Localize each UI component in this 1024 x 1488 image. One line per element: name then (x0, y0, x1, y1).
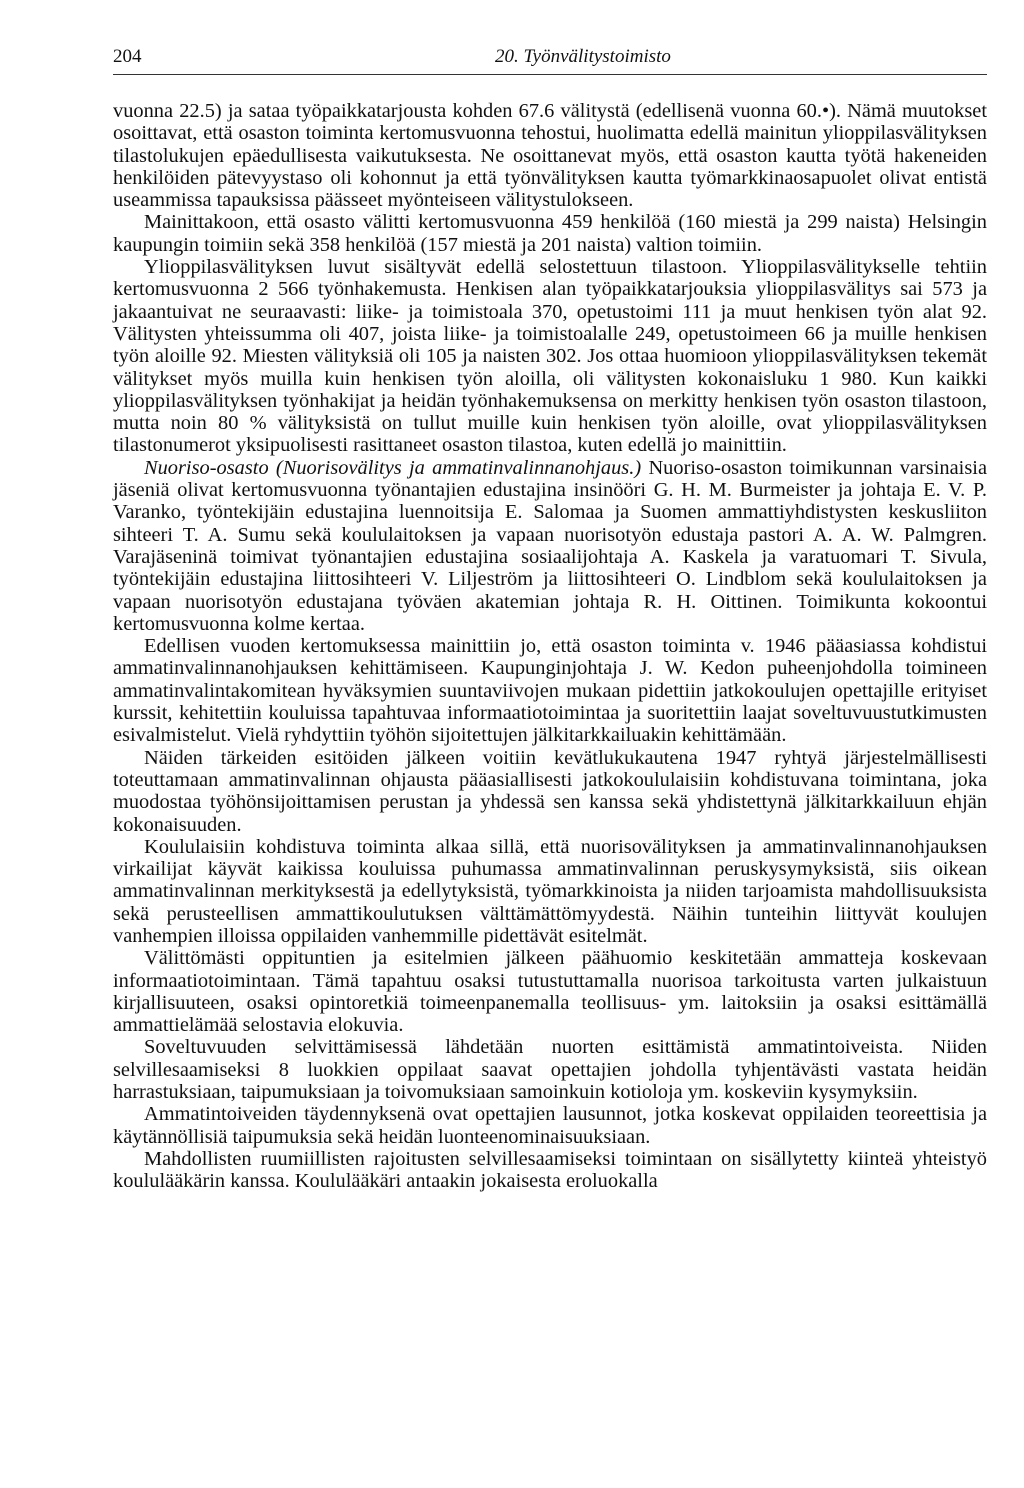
page-header (113, 40, 987, 75)
paragraph-11-text: Mahdollisten ruumiillisten rajoitusten selvillesaamiseksi toimintaan on sisällytetty kiinteä yhteistyö koululääkärin kanssa. Koululääkäri antaakin jokaisesta eroluokalla (113, 1147, 987, 1193)
paragraph-6-text: Näiden tärkeiden esitöiden jälkeen voitiin kevätlukukautena 1947 ryhtyä järjestelmällisesti toteuttamaan ammatinvalinnan ohjausta pääasiallisesti jatkokoululaisiin kohdistuvana toimintana, joka muodostaa työhönsijoittamisen perustan ja yhdessä sen kanssa sekä yhdistettynä jälkitarkkailuun ehjän kokonaisuuden. (113, 746, 987, 836)
paragraph-7 (113, 836, 987, 947)
paragraph-3-text: Ylioppilasvälityksen luvut sisältyvät edellä selostettuun tilastoon. Ylioppilasvälitykselle tehtiin kertomusvuonna 2 566 työnhakemusta. Henkisen alan työpaikkatarjouksia ylioppilasvälitys sai 573 ja jakaantuivat ne seuraavasti: liike- ja toimistoala 370, opetustoimi 111 ja muut henkisen työn alat 92. Välitysten yhteissumma oli 407, joista liike- ja toimistoalalle 249, opetustoimeen 66 ja muille henkisen työn aloille 92. Miesten välityksiä oli 105 ja naisten 302. Jos ottaa huomioon ylioppilasvälityksen tekemät välitykset myös muilla kuin henkisen työn aloilla, oli välitysten kokonaisluku 1 980. Kun kaikki ylioppilasvälityksen työnhakijat ja heidän työnhakemuksensa on merkitty henkisen työn osaston tilastoon, mutta noin 80 % välityksistä on tullut muille kuin henkisen työn aloille, ovat ylioppilasvälityksen tilastonumerot yksipuolisesti rasittaneet osaston tilastoa, kuten edellä jo mainittiin. (113, 256, 987, 457)
paragraph-4 (113, 457, 987, 635)
running-title: 20. Työnvälitystoimisto (495, 46, 671, 67)
paragraph-9 (113, 1036, 987, 1103)
paragraph-2-text: Mainittakoon, että osasto välitti kertomusvuonna 459 henkilöä (160 miestä ja 299 naista) Helsingin kaupungin toimiin sekä 358 henkilöä (157 miestä ja 201 naista) valtion toimiin. (113, 211, 987, 256)
paragraph-11 (113, 1148, 987, 1193)
paragraph-8-text: Välittömästi oppituntien ja esitelmien jälkeen päähuomio keskitetään ammatteja koskevaan informaatiotoimintaan. Tämä tapahtuu osaksi tutustuttamalla nuorisoa tarkoitusta varten julkaistuun kirjallisuuteen, osaksi opintoretkiä toimeenpanemalla teollisuus- ym. laitoksiin ja osaksi esittämällä ammattielämää selostavia elokuvia. (113, 947, 987, 1037)
paragraph-3 (113, 256, 987, 457)
paragraph-6 (113, 747, 987, 836)
paragraph-5-text: Edellisen vuoden kertomuksessa mainittiin jo, että osaston toiminta v. 1946 pääasiassa kohdistui ammatinvalinnanohjauksen kehittämiseen. Kaupunginjohtaja J. W. Kedon puheenjohdolla toimineen ammatinvalintakomitean hyväksymien suuntaviivojen mukaan pidettiin jatkokoulujen opettajille erityiset kurssit, kehitettiin kouluissa tapahtuvaa informaatiotoimintaa ja suoritettiin laajat soveltuvuustutkimusten esivalmistelut. Vielä ryhdyttiin työhön sijoitettujen jälkitarkkailuakin kehittämään. (113, 635, 987, 747)
paragraph-8 (113, 947, 987, 1036)
paragraph-7-text: Koululaisiin kohdistuva toiminta alkaa sillä, että nuorisovälityksen ja ammatinvalinnanohjauksen virkailijat käyvät kaikissa kouluissa puhumassa ammatinvalinnan peruskysymyksistä, siis oikean ammatinvalinnan merkityksestä ja edellytyksistä, työmarkkinoista ja niiden tarjoamista mahdollisuuksista sekä perusteellisen ammattikoulutuksen välttämättömyydestä. Näihin tunteihin liittyvät koulujen vanhempien illoissa oppilaiden vanhemmille pidettävät esitelmät. (113, 835, 987, 947)
paragraph-10-text: Ammatintoiveiden täydennyksenä ovat opettajien lausunnot, jotka koskevat oppilaiden teoreettisia ja käytännöllisiä taipumuksia sekä heidän luonteenominaisuuksiaan. (113, 1103, 987, 1148)
page-number: 204 (113, 46, 142, 67)
paragraph-5 (113, 635, 987, 746)
paragraph-1 (113, 100, 987, 211)
paragraph-2 (113, 211, 987, 256)
paragraph-4-text: Nuoriso-osaston toimikunnan varsinaisia jäseniä olivat kertomusvuonna työnantajien edustajina insinööri G. H. M. Burmeister ja johtaja E. V. P. Varanko, työntekijäin edustajina luennoitsija E. Salomaa ja Suomen ammattiyhdistysten keskusliiton sihteeri T. A. Sumu sekä koululaitoksen ja vapaan nuorisotyön edustaja pastori A. A. W. Palmgren. Varajäseninä toimivat työnantajien edustajina sosiaalijohtaja A. Kaskela ja varatuomari T. Sivula, työntekijäin edustajina liittosihteeri V. Liljeström ja liittosihteeri O. Lindblom sekä koululaitoksen ja vapaan nuorisotyön edustajana työväen akatemian johtaja R. H. Oittinen. Toimikunta kokoontui kertomusvuonna kolme kertaa. (113, 456, 987, 635)
body-text (113, 100, 987, 1193)
paragraph-1-text: vuonna 22.5) ja sataa työpaikkatarjousta kohden 67.6 välitystä (edellisenä vuonna 60.•). Nämä muutokset osoittavat, että osaston toiminta kertomusvuonna tehostui, huolimatta edellä mainitun ylioppilasvälityksen tilastolukujen epäedullisesta vaikutuksesta. Ne osoittanevat myös, että osaston kautta työtä hakeneiden henkilöiden pätevyystaso oli kohonnut ja että työnvälityksen kautta työmarkkinaosapuolet olivat entistä useammissa tapauksissa päässeet myönteiseen välitystulokseen. (113, 100, 987, 212)
paragraph-10 (113, 1103, 987, 1148)
paragraph-9-text: Soveltuvuuden selvittämisessä lähdetään nuorten esittämistä ammatintoiveista. Niiden selvillesaamiseksi 8 luokkien oppilaat saavat opettajien johdolla tyhjentävästi vastata heidän harrastuksiaan, taipumuksiaan ja toivomuksiaan samoinkuin kotioloja ym. koskeviin kysymyksiin. (113, 1036, 987, 1104)
section-heading: Nuoriso-osasto (Nuorisovälitys ja ammatinvalinnanohjaus.) (144, 456, 642, 479)
